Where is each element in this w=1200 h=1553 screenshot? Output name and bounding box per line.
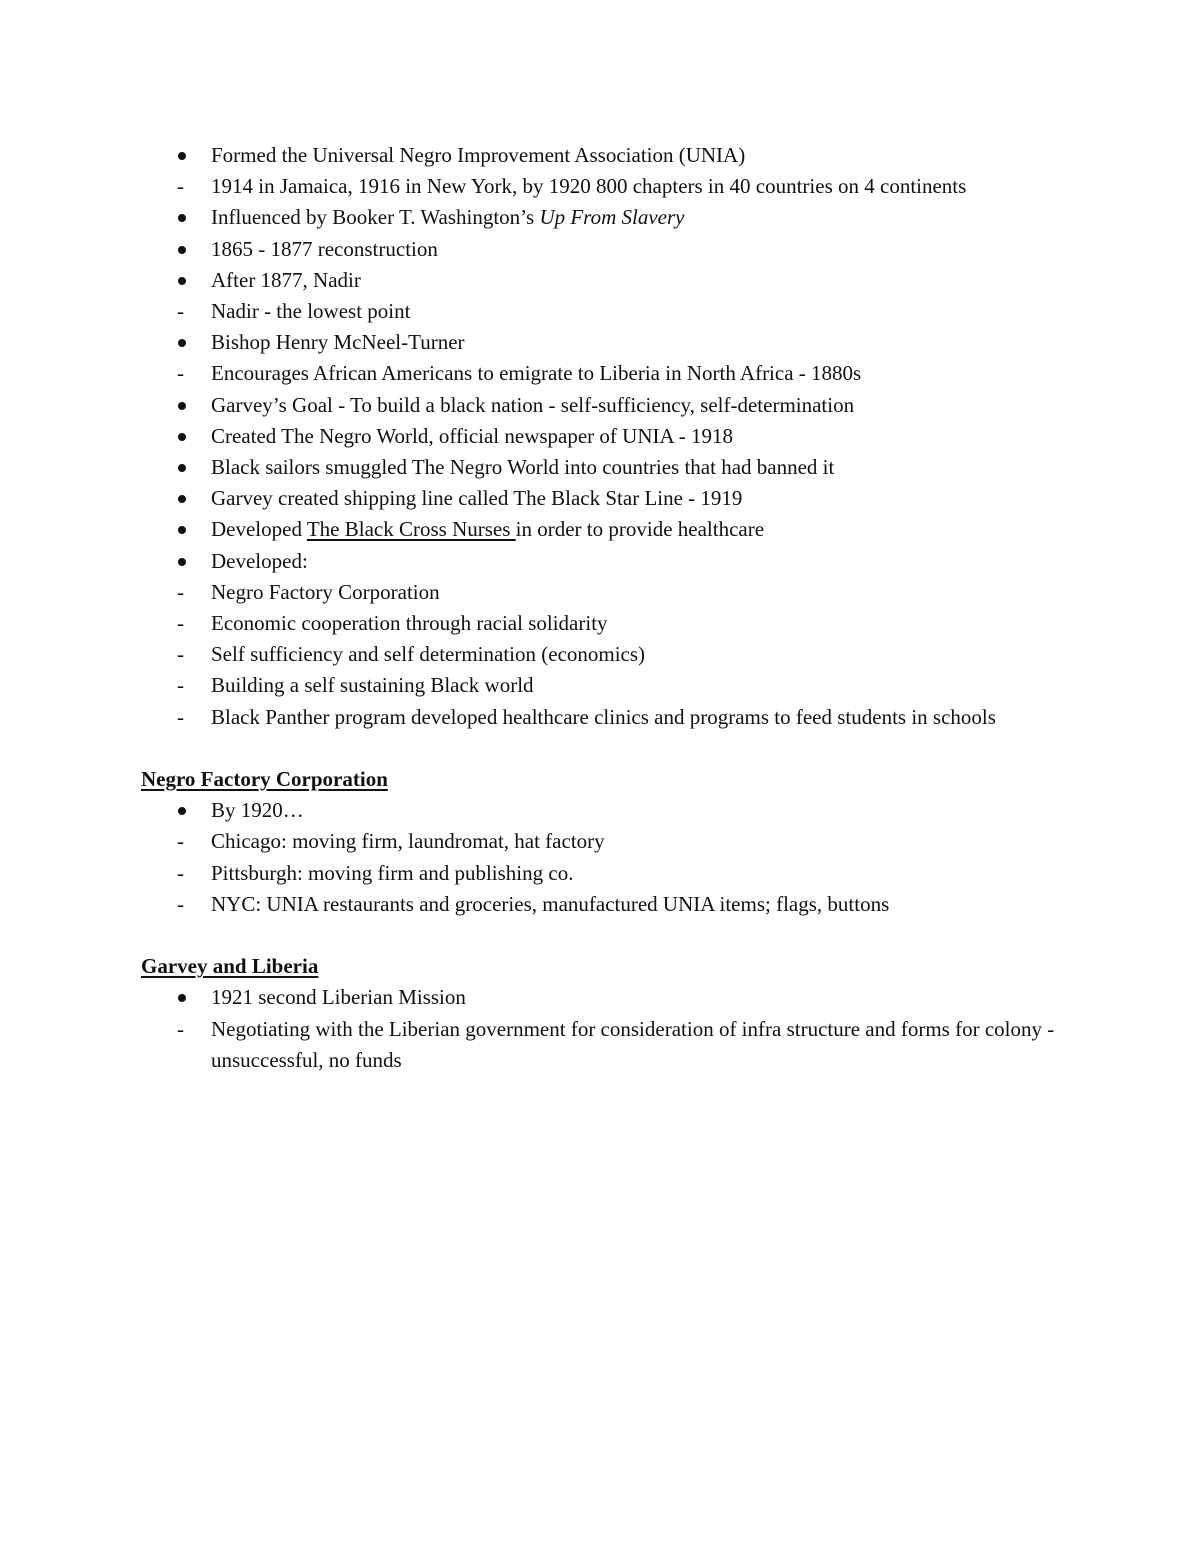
list-item-text: 1921 second Liberian Mission [211, 985, 466, 1010]
blank-line [141, 920, 1061, 951]
dash-marker: - [177, 860, 184, 885]
underlined-term: The Black Cross Nurses [306, 517, 516, 542]
dash-marker: - [177, 673, 184, 698]
list-item [141, 171, 1061, 202]
list-item [141, 826, 1061, 857]
list-item [141, 608, 1061, 639]
list-item-text: Black sailors smuggled The Negro World into countries that had banned it [211, 455, 835, 480]
list-item [141, 889, 1061, 920]
list-item-text: Influenced by Booker T. Washington’s [211, 205, 540, 230]
list-item [141, 327, 1061, 358]
list-item [141, 1014, 1061, 1076]
list-item-text: Chicago: moving firm, laundromat, hat factory [211, 829, 605, 854]
list-item-text: By 1920… [211, 798, 304, 823]
list-item [141, 421, 1061, 452]
dash-marker: - [177, 829, 184, 854]
list-item-text: Bishop Henry McNeel-Turner [211, 330, 465, 355]
list-item [141, 795, 1061, 826]
dash-marker: - [177, 299, 184, 324]
list-item [141, 358, 1061, 389]
list-item-text: Nadir - the lowest point [211, 299, 411, 324]
list-item-text: Negro Factory Corporation [211, 579, 440, 604]
list-item [141, 670, 1061, 701]
list-item [141, 514, 1061, 545]
list-item-text: in order to provide healthcare [515, 517, 765, 542]
list-item-text: Building a self sustaining Black world [211, 673, 534, 698]
list-item-text: Developed [211, 517, 307, 542]
section-heading-factory: Negro Factory Corporation [141, 767, 388, 792]
list-item [141, 452, 1061, 483]
document-content [141, 140, 1061, 1076]
list-item [141, 858, 1061, 889]
list-item [141, 982, 1061, 1013]
dash-marker: - [177, 361, 184, 386]
list-item [141, 577, 1061, 608]
list-item-text: Pittsburgh: moving firm and publishing co. [211, 860, 574, 885]
list-item-text: Encourages African Americans to emigrate to Liberia in North Africa - 1880s [211, 361, 862, 386]
list-item [141, 296, 1061, 327]
section-heading-liberia: Garvey and Liberia [141, 954, 319, 979]
list-item-text: Developed: [211, 548, 308, 573]
list-item [141, 202, 1061, 233]
list-item [141, 483, 1061, 514]
list-item-text: Garvey created shipping line called The Black Star Line - 1919 [211, 486, 743, 511]
list-item-text: NYC: UNIA restaurants and groceries, manufactured UNIA items; flags, buttons [211, 891, 890, 916]
list-item-text: Negotiating with the Liberian government for consideration of infra structure and forms for colony - unsuccessful, no funds [211, 1016, 1055, 1072]
list-item-text: Created The Negro World, official newspaper of UNIA - 1918 [211, 423, 733, 448]
dash-marker: - [177, 579, 184, 604]
list-item-text: Garvey’s Goal - To build a black nation - self-sufficiency, self-determination [211, 392, 855, 417]
dash-marker: - [177, 891, 184, 916]
list-item-text: After 1877, Nadir [211, 267, 361, 292]
list-item [141, 639, 1061, 670]
list-item-text: 1865 - 1877 reconstruction [211, 236, 438, 261]
book-title: Up From Slavery [539, 205, 685, 230]
list-item-text: Black Panther program developed healthcare clinics and programs to feed students in schools [211, 704, 996, 729]
dash-marker: - [177, 642, 184, 667]
list-item [141, 390, 1061, 421]
list-item-text: 1914 in Jamaica, 1916 in New York, by 1920 800 chapters in 40 countries on 4 continents [211, 174, 967, 199]
list-item-text: Formed the Universal Negro Improvement Association (UNIA) [211, 143, 746, 167]
list-item [141, 265, 1061, 296]
list-item-text: Economic cooperation through racial solidarity [211, 611, 608, 636]
list-item [141, 234, 1061, 265]
list-item [141, 546, 1061, 577]
list-item [141, 702, 1061, 733]
list-item [141, 140, 1061, 171]
dash-marker: - [177, 611, 184, 636]
list-item-text: Self sufficiency and self determination (economics) [211, 642, 646, 667]
dash-marker: - [177, 1016, 184, 1041]
blank-line [141, 733, 1061, 764]
dash-marker: - [177, 704, 184, 729]
dash-marker: - [177, 174, 184, 199]
